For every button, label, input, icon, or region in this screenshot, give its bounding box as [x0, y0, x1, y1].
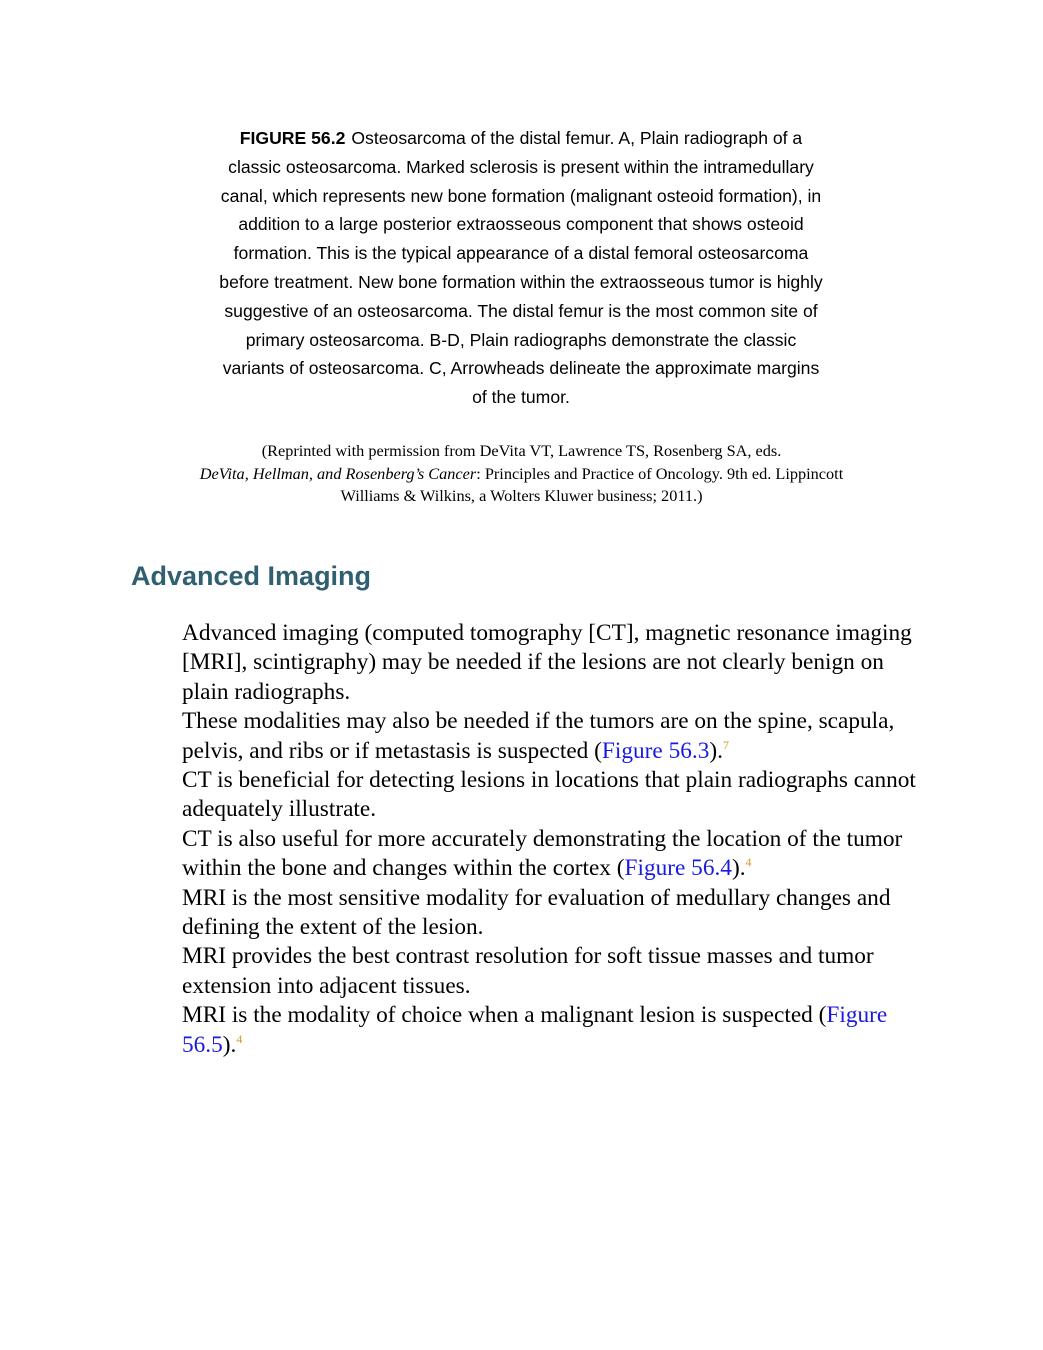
bullet-text: Advanced imaging (computed tomography [CT], magnetic resonance imaging [MRI], scintigraphy) may be needed if the lesions are not clearly benign on plain radiographs. — [182, 620, 912, 705]
credit-before: (Reprinted with permission from DeVita VT, Lawrence TS, Rosenberg SA, eds. — [261, 441, 782, 460]
figure-caption-text: Osteosarcoma of the distal femur. A, Plain radiograph of a classic osteosarcoma. Marked sclerosis is present within the intramedullary canal, which represents new bone formation (malignant osteoid formation), in addition to a large posterior extraosseous component that shows osteoid formation. This is the typical appearance of a distal femoral osteosarcoma before treatment. New bone formation within the extraosseous tumor is highly suggestive of an osteosarcoma. The distal femur is the most common site of primary osteosarcoma. B-D, Plain radiographs demonstrate the classic variants of osteosarcoma. C, Arrowheads delineate the approximate margins of the tumor. — [219, 128, 823, 408]
reference-number: 7 — [722, 737, 729, 752]
credit-after: : Principles and Practice of Oncology. 9th ed. Lippincott Williams & Wilkins, a Wolters Kluwer business; 2011.) — [340, 463, 844, 506]
bullet-list — [182, 619, 922, 1060]
figure-link[interactable]: Figure 56.5 — [182, 1002, 888, 1058]
figure-credit — [170, 440, 873, 508]
figure-label: FIGURE 56.2 — [239, 128, 346, 148]
section-heading: Advanced Imaging — [131, 561, 372, 591]
bullet-item — [182, 619, 922, 707]
reference-number: 4 — [236, 1031, 243, 1046]
bullet-text: These modalities may also be needed if the tumors are on the spine, scapula, pelvis, and ribs or if metastasis is suspected ( — [182, 708, 895, 764]
bullet-item — [182, 707, 922, 766]
bullet-item — [182, 825, 922, 884]
bullet-text: MRI provides the best contrast resolution for soft tissue masses and tumor extension into adjacent tissues. — [182, 943, 874, 999]
bullet-text: MRI is the most sensitive modality for evaluation of medullary changes and defining the extent of the lesion. — [182, 884, 891, 941]
bullet-text-after: ). — [731, 855, 746, 882]
bullet-text: CT is also useful for more accurately demonstrating the location of the tumor within the bone and changes within the cortex ( — [182, 825, 903, 882]
bullet-text: CT is beneficial for detecting lesions in locations that plain radiographs cannot adequately illustrate. — [182, 767, 916, 823]
bullet-item — [182, 884, 922, 943]
bullet-item — [182, 766, 922, 825]
reference-number: 4 — [745, 855, 752, 870]
figure-link[interactable]: Figure 56.4 — [624, 855, 732, 882]
bullet-item — [182, 942, 922, 1001]
figure-link[interactable]: Figure 56.3 — [601, 737, 710, 764]
figure-caption — [215, 124, 827, 412]
bullet-text-after: ). — [222, 1031, 237, 1058]
bullet-text-after: ). — [709, 737, 723, 764]
bullet-text: MRI is the modality of choice when a malignant lesion is suspected ( — [182, 1002, 827, 1029]
bullet-item — [182, 1001, 922, 1060]
credit-book-title: DeVita, Hellman, and Rosenberg’s Cancer — [199, 463, 477, 483]
